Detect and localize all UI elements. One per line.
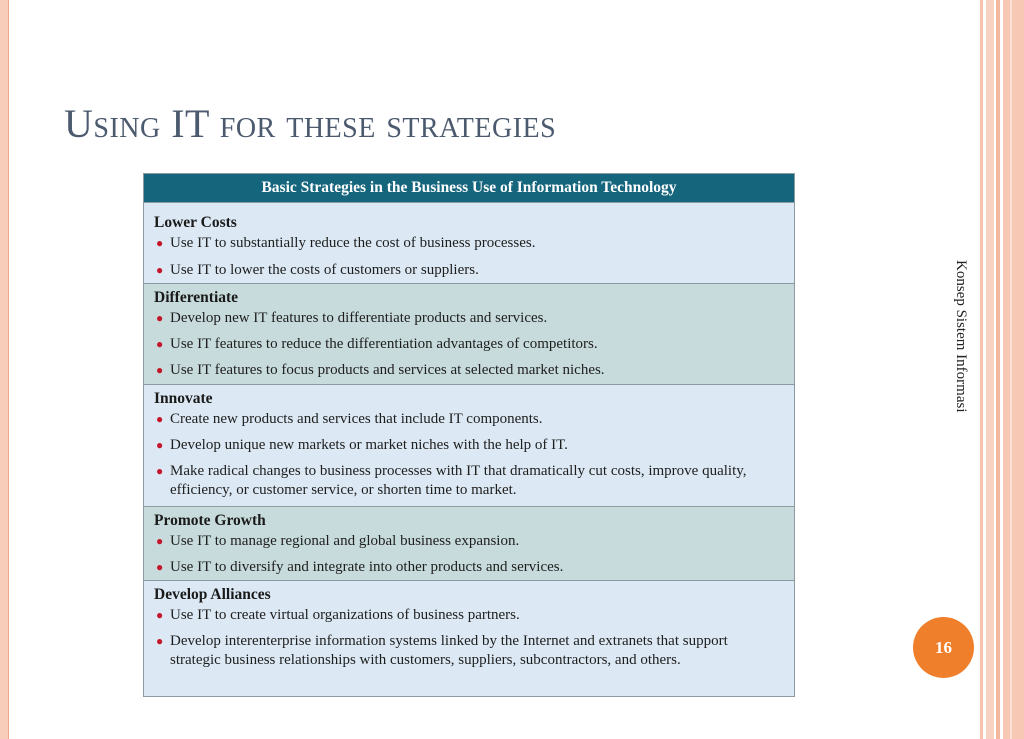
list-item: ● Create new products and services that include IT components. (156, 411, 543, 427)
section-title: Differentiate (154, 289, 239, 306)
bullet-icon: ● (156, 634, 164, 648)
list-item: ● Use IT to lower the costs of customers or suppliers. (156, 262, 479, 278)
section-title: Lower Costs (154, 214, 237, 231)
slide-title: Using IT for these strategies (64, 101, 557, 146)
section-title: Develop Alliances (154, 586, 271, 603)
right-decorative-stripes (980, 0, 1024, 739)
bullet-icon: ● (156, 412, 164, 426)
bullet-icon: ● (156, 337, 164, 351)
list-item: ● Develop interenterprise information systems linked by the Internet and extranets that support strategic business relationships with customers, suppliers, subcontractors, and others. (156, 633, 728, 668)
bullet-icon: ● (156, 263, 164, 277)
list-item: ● Use IT features to focus products and services at selected market niches. (156, 362, 605, 378)
list-item: ● Use IT features to reduce the differentiation advantages of competitors. (156, 336, 598, 352)
bullet-icon: ● (156, 534, 164, 548)
table-header: Basic Strategies in the Business Use of Information Technology (144, 174, 794, 202)
bullet-icon: ● (156, 236, 164, 250)
list-item: ● Use IT to create virtual organizations of business partners. (156, 607, 520, 623)
section-title: Innovate (154, 390, 213, 407)
bullet-icon: ● (156, 560, 164, 574)
strategies-table (143, 173, 795, 697)
list-item: ● Use IT to manage regional and global business expansion. (156, 533, 520, 549)
list-item: ● Use IT to substantially reduce the cost of business processes. (156, 235, 536, 251)
section-lower-costs (144, 202, 794, 283)
bullet-icon: ● (156, 608, 164, 622)
section-title: Promote Growth (154, 512, 266, 529)
page-number-badge: 16 (913, 617, 974, 678)
bullet-icon: ● (156, 311, 164, 325)
list-item: ● Use IT to diversify and integrate into other products and services. (156, 559, 564, 575)
left-decorative-border (0, 0, 9, 739)
list-item: ● Make radical changes to business processes with IT that dramatically cut costs, improve quality, efficiency, or customer service, or shorten time to market. (156, 463, 747, 498)
bullet-icon: ● (156, 363, 164, 377)
bullet-icon: ● (156, 438, 164, 452)
section-develop-alliances (144, 580, 794, 697)
bullet-icon: ● (156, 464, 164, 478)
list-item: ● Develop new IT features to differentiate products and services. (156, 310, 548, 326)
list-item: ● Develop unique new markets or market niches with the help of IT. (156, 437, 568, 453)
side-label: Konsep Sistem Informasi (953, 260, 969, 413)
section-innovate (144, 384, 794, 506)
section-differentiate (144, 283, 794, 384)
section-promote-growth (144, 506, 794, 580)
